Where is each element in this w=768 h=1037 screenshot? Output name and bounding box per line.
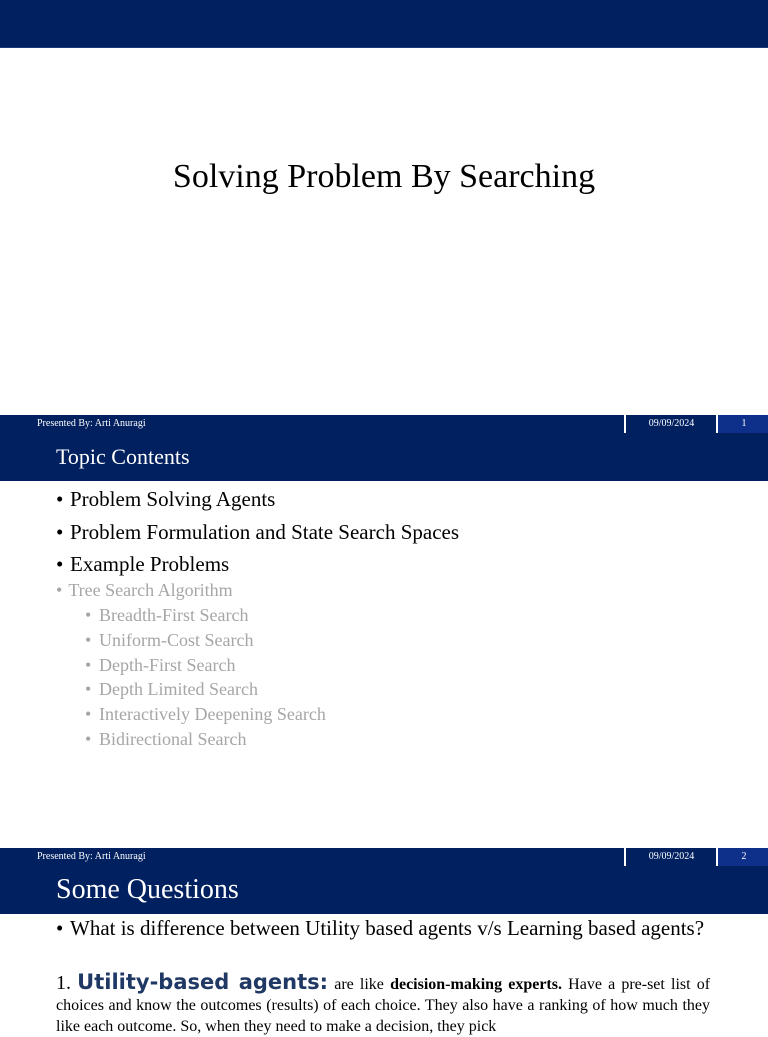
utility-agents-point <box>56 972 710 1037</box>
point-lead: are like <box>334 976 384 993</box>
point-text: Have a pre-set list of choices and know the outcomes (results) of each choice. They also have a ranking of how much they like each outcome. So, when they need to make a decision, they pick <box>56 976 711 1035</box>
point-bold: decision-making experts. <box>390 976 562 993</box>
topic-item: • Problem Formulation and State Search Spaces <box>56 516 756 549</box>
slide-1-footer <box>0 415 768 433</box>
footer-date: 09/09/2024 <box>624 415 717 433</box>
footer-date: 09/09/2024 <box>624 848 717 866</box>
slide-2-header <box>0 433 768 481</box>
subtopic-item: • Interactively Deepening Search <box>85 702 735 727</box>
subtopic-item: • Depth Limited Search <box>85 677 735 702</box>
footer-presenter: Presented By: Arti Anuragi <box>37 851 146 862</box>
footer-slide-number: 1 <box>716 415 768 433</box>
topic-list <box>56 483 756 581</box>
slide-2-footer <box>0 848 768 866</box>
topic-subheading: • Tree Search Algorithm <box>56 580 233 601</box>
slide-1-top-band <box>0 0 768 48</box>
point-heading: Utility-based agents: <box>77 970 329 994</box>
subtopic-item: • Depth-First Search <box>85 653 735 678</box>
slide-1-title: Solving Problem By Searching <box>172 158 596 195</box>
question-text: • What is difference between Utility based agents v/s Learning based agents? <box>56 916 730 940</box>
slide-2-title: Topic Contents <box>56 444 190 469</box>
topic-item: • Example Problems <box>56 548 756 581</box>
subtopic-item: • Breadth-First Search <box>85 603 735 628</box>
slide-3-header <box>0 866 768 914</box>
subtopic-item: • Uniform-Cost Search <box>85 628 735 653</box>
footer-slide-number: 2 <box>716 848 768 866</box>
subtopic-item: • Bidirectional Search <box>85 727 735 752</box>
slide-3-title: Some Questions <box>56 874 239 905</box>
footer-presenter: Presented By: Arti Anuragi <box>37 418 146 429</box>
topic-item: • Problem Solving Agents <box>56 483 756 516</box>
subtopic-list <box>85 603 735 752</box>
point-number: 1. <box>56 972 71 994</box>
